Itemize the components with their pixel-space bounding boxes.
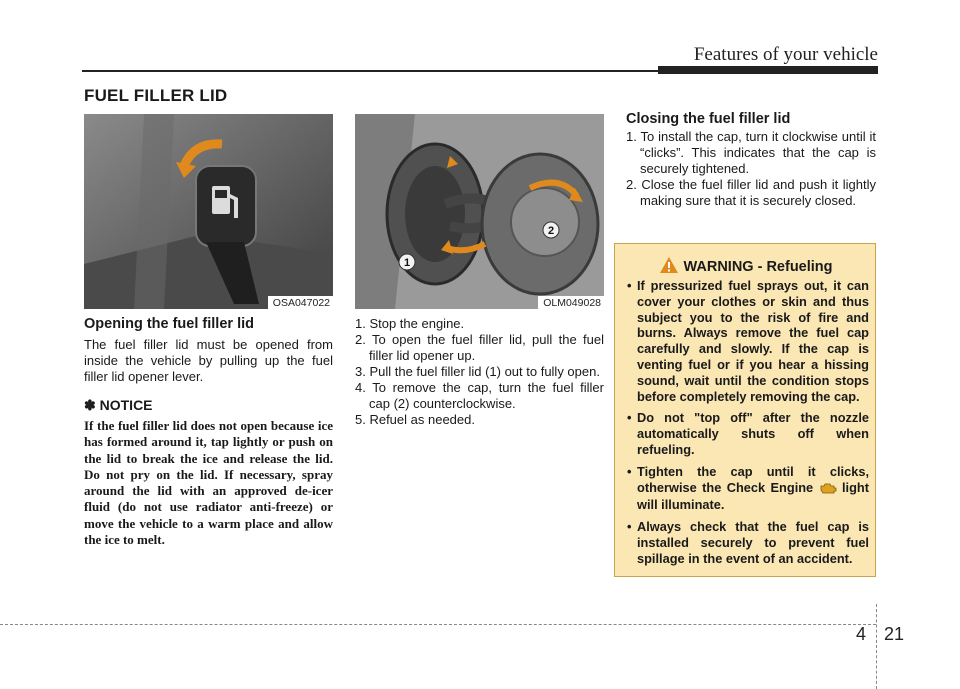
notice-heading (84, 397, 153, 414)
warning-list (615, 278, 869, 573)
warning-item (615, 464, 869, 513)
callout-2: 2 (547, 225, 555, 237)
opening-steps (355, 316, 604, 428)
warning-item: • If pressurized fuel sprays out, it can cover your clothes or skin and thus subject you to the risk of fire and burns. Always remove the fuel cap carefully and slowly. If the cap is venting fuel or if you hear a hissing sound, wait until the condition stops before completely removing the cap. (615, 278, 869, 404)
opening-text: The fuel filler lid must be opened from inside the vehicle by pulling up the fuel filler lid opener lever. (84, 337, 333, 384)
running-header: Features of your vehicle (693, 44, 878, 65)
list-item: 3. Pull the fuel filler lid (1) out to fully open. (355, 364, 600, 379)
list-item: 4. To remove the cap, turn the fuel filler cap (2) counterclockwise. (355, 380, 604, 411)
page-number: 21 (884, 624, 905, 644)
notice-symbol-icon: ✽ (84, 397, 96, 413)
warning-item-text: Tighten the cap until it clicks, otherwise the Check Engine (637, 463, 869, 495)
list-item: 2. To open the fuel filler lid, pull the fuel filler lid opener up. (355, 332, 604, 363)
list-item: 5. Refuel as needed. (355, 412, 475, 427)
warning-box (614, 243, 876, 577)
section-title: FUEL FILLER LID (84, 86, 228, 105)
image-caption: OSA047022 (268, 296, 333, 309)
footer-rule (0, 624, 876, 625)
header-rule (82, 70, 658, 72)
opening-heading: Opening the fuel filler lid (84, 316, 254, 332)
warning-item: • Do not "top off" after the nozzle automatically shuts off when refueling. (615, 410, 869, 457)
closing-steps (626, 129, 876, 209)
image-caption: OLM049028 (538, 296, 604, 309)
notice-label: NOTICE (99, 397, 153, 413)
warning-title-text: WARNING - Refueling (683, 259, 833, 275)
chapter-number: 4 (856, 624, 867, 644)
header-bar (658, 66, 878, 74)
list-item: 1. To install the cap, turn it clockwise until it “clicks”. This indicates that the cap is securely tightened. (626, 129, 876, 176)
notice-text: If the fuel filler lid does not open because ice has formed around it, tap lightly or push on the lid to break the ice and release the lid. Do not pry on the lid. If necessary, spray around the lid with an approved de-icer fluid (do not use radiator anti-freeze) or move the vehicle to a warm place and allow the ice to melt. (84, 418, 333, 548)
list-item: 1. Stop the engine. (355, 316, 465, 331)
warning-title (615, 256, 877, 278)
photo-filler-cap (355, 114, 604, 309)
photo-opener-lever (84, 114, 333, 309)
footer-divider (876, 604, 877, 689)
callout-1: 1 (403, 257, 411, 269)
check-engine-icon (819, 482, 837, 498)
closing-heading: Closing the fuel filler lid (626, 111, 791, 127)
warning-item: • Always check that the fuel cap is installed securely to prevent fuel spillage in the event of an accident. (615, 519, 869, 566)
warning-item-text: light will illuminate. (637, 479, 870, 513)
list-item: 2. Close the fuel filler lid and push it lightly making sure that it is securely closed. (626, 177, 876, 208)
warning-triangle-icon (659, 256, 679, 278)
